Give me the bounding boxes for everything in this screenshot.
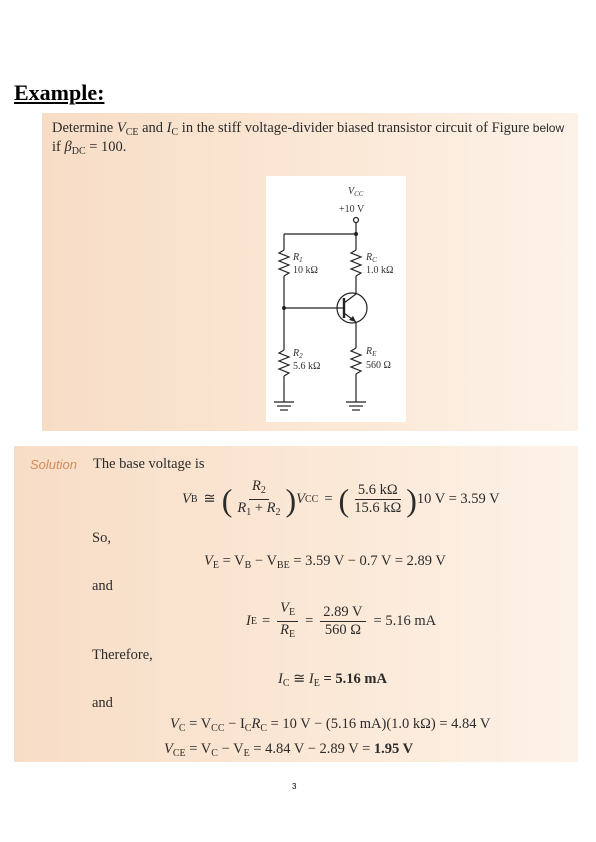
paren: ) (406, 481, 417, 518)
vcc-label: $V_{CC}$ (348, 186, 364, 198)
eq-part: − V (217, 741, 244, 757)
therefore-text: Therefore, (92, 647, 153, 663)
re-sub: E (289, 629, 296, 640)
r1-value: 10 kΩ (293, 265, 318, 276)
ve-sub: E (243, 748, 250, 759)
vc-sub: C (211, 748, 218, 759)
equals-sign: = (305, 613, 314, 629)
vcc-sub: CC (211, 723, 225, 734)
solution-intro: The base voltage is (93, 456, 205, 472)
rc-resistor (351, 250, 361, 276)
transistor-collector (344, 294, 356, 303)
eq-part: = V (185, 716, 212, 732)
ie-sub: E (313, 678, 320, 689)
ve-sub: E (212, 560, 219, 571)
ic-sub: C (171, 127, 179, 138)
vce-result: 1.95 V (373, 741, 414, 757)
ic-sub: C (282, 678, 290, 689)
circuit-diagram (266, 176, 406, 422)
approx-sign: ≅ (289, 671, 309, 687)
eq-part: = V (185, 741, 212, 757)
problem-text: = 100. (85, 139, 127, 155)
eq-part: − V (251, 553, 277, 569)
re-resistor (351, 348, 361, 374)
rc-sub: C (260, 723, 267, 734)
r2-sub: 2 (260, 485, 266, 496)
paren: ( (221, 481, 233, 518)
example-heading: Example: (14, 80, 105, 105)
equation-ie (246, 600, 436, 643)
solution-label: Solution (30, 457, 77, 472)
eq-part: = 4.84 V − 2.89 V = (249, 741, 374, 757)
ve-symbol: V (204, 553, 213, 569)
page-number: 3 (292, 782, 297, 791)
r2-resistor (279, 350, 289, 376)
ground-icon (346, 402, 366, 410)
r2-symbol: R (251, 478, 261, 494)
paren: ) (285, 481, 297, 518)
equals-sign: = (261, 613, 271, 629)
vbe-sub: BE (276, 560, 290, 571)
re-value: 560 Ω (366, 360, 391, 371)
ic-symbol: I (166, 120, 172, 136)
fraction-r2-over-sum (234, 478, 283, 521)
approx-sign: ≅ (203, 491, 216, 507)
r1-symbol: R (237, 500, 247, 516)
r2-symbol: R (266, 500, 276, 516)
vb-sub: B (244, 560, 252, 571)
paren: ( (338, 481, 350, 518)
equals-sign: = (324, 491, 333, 507)
r1-name: $R_1$ (293, 252, 303, 264)
equation-ic (278, 671, 387, 689)
vce-sub: CE (172, 748, 186, 759)
rc-symbol: R (251, 716, 261, 732)
equation-ve (204, 553, 446, 571)
problem-text: and (138, 120, 167, 136)
equation-vce (164, 741, 413, 759)
ie-result: = 5.16 mA (373, 613, 437, 629)
and-text: and (92, 695, 113, 711)
fraction-values (320, 604, 365, 639)
fraction-values (351, 482, 404, 517)
fraction-ve-re (277, 600, 298, 643)
equation-vc (170, 716, 490, 734)
so-text: So, (92, 530, 111, 546)
rc-value: 1.0 kΩ (366, 265, 394, 276)
beta-symbol: β (64, 139, 72, 155)
ve-symbol: V (280, 600, 289, 616)
vce-sub: CE (125, 127, 139, 138)
problem-line-1 (52, 120, 564, 138)
ve-sub: E (289, 607, 296, 618)
circuit-svg (266, 176, 406, 422)
beta-sub: DC (71, 146, 86, 157)
equation-vb (182, 478, 500, 521)
vc-result: = 10 V − (5.16 mA)(1.0 kΩ) = 4.84 V (266, 716, 491, 732)
ground-icon (274, 402, 294, 410)
plus-sign: + (251, 500, 267, 516)
re-symbol: R (280, 622, 289, 638)
problem-text: Determine (52, 120, 117, 136)
r2-value: 5.6 kΩ (293, 361, 321, 372)
ie-sub: E (250, 616, 257, 627)
ie-symbol: I (246, 613, 251, 629)
eq-part: = V (218, 553, 245, 569)
re-name: $R_E$ (366, 346, 377, 358)
numerator: 5.6 kΩ (355, 482, 401, 500)
vb-result: 10 V = 3.59 V (416, 491, 500, 507)
vcc-terminal (354, 218, 359, 223)
vcc-sub: CC (305, 494, 319, 505)
problem-line-2 (52, 139, 126, 157)
vce-symbol: V (116, 120, 126, 136)
r1-resistor (279, 250, 289, 276)
r1-sub: 1 (246, 507, 252, 518)
ve-result: = 3.59 V − 0.7 V = 2.89 V (289, 553, 446, 569)
problem-text: if (52, 139, 65, 155)
ie-symbol: I (308, 671, 314, 687)
vc-symbol: V (170, 716, 179, 732)
vb-symbol: V (182, 491, 191, 507)
vcc-symbol: V (296, 491, 306, 507)
r2-sub: 2 (275, 507, 281, 518)
rc-name: $R_C$ (366, 252, 377, 264)
numerator: 2.89 V (320, 604, 365, 622)
r2-name: $R_2$ (293, 348, 303, 360)
vce-symbol: V (164, 741, 173, 757)
vb-sub: B (190, 494, 198, 505)
denominator: 15.6 kΩ (354, 500, 402, 516)
and-text: and (92, 578, 113, 594)
ic-sub: C (244, 723, 252, 734)
denominator: 560 Ω (324, 622, 361, 638)
vc-sub: C (178, 723, 186, 734)
problem-text: in the stiff voltage-divider biased transistor circuit of Figure (178, 120, 530, 136)
problem-text-below: below (529, 121, 565, 135)
eq-part: − I (224, 716, 245, 732)
ic-symbol: I (278, 671, 283, 687)
vcc-value: +10 V (339, 204, 365, 215)
ic-result: = 5.16 mA (319, 671, 387, 687)
